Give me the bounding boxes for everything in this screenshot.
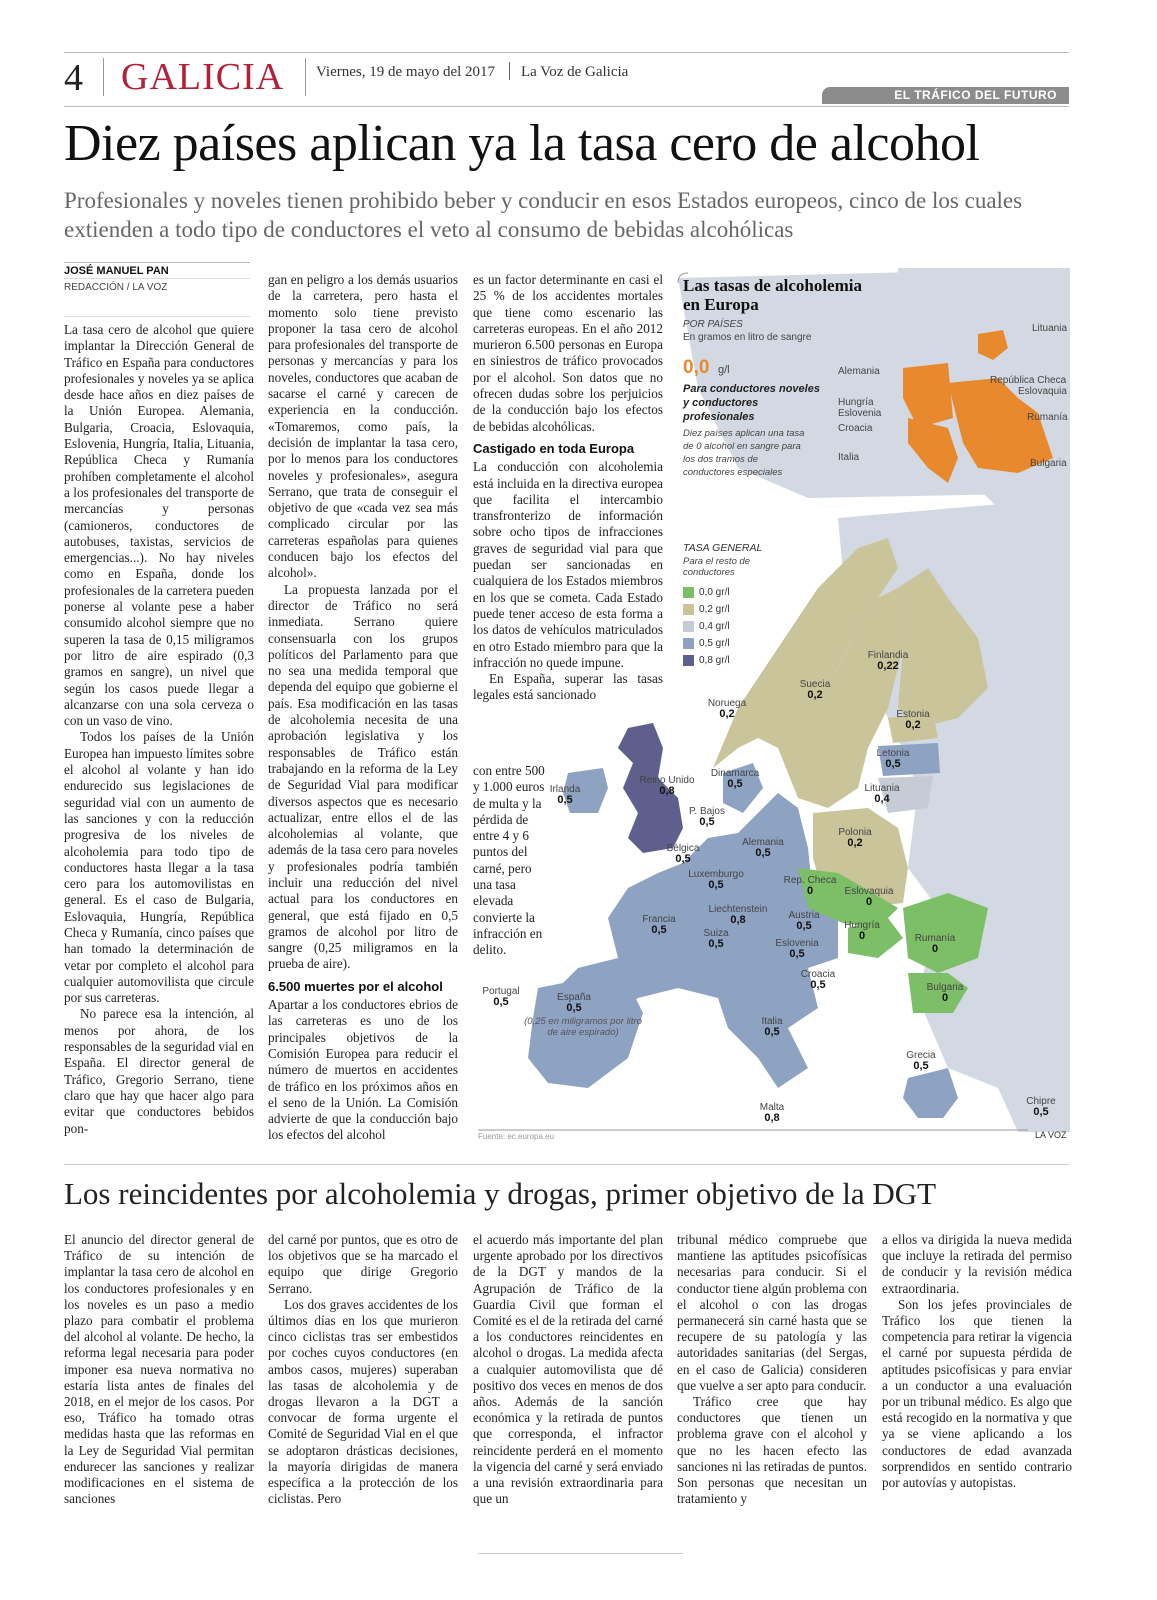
header-rule	[64, 106, 1069, 107]
country-value: 0,5	[1033, 1106, 1049, 1118]
article2-column	[64, 1232, 254, 1507]
country-label	[1001, 1096, 1081, 1118]
legend-label: 0,4 gr/l	[699, 621, 730, 632]
country-name: Suiza	[703, 928, 729, 939]
paragraph: No parece esa la intención, al menos por ahora, de los responsables de la seguridad vial en España. El director general de Tráfico, Gregorio Serrano, tiene claro que hay que hacer algo para evitar que conductores bebidos pon-	[64, 1006, 254, 1136]
country-label	[881, 1050, 961, 1072]
country-value: 0,2	[719, 708, 735, 720]
country-name: Noruega	[707, 698, 747, 709]
legend-title: TASA GENERAL	[683, 542, 763, 554]
paragraph: Son los jefes provinciales de Tráfico los que tienen la competencia para retirar la vigencia el carné por supuesta pérdida de aptitudes psicofísicas y para enviar a un conductor a una evaluación por un tribunal médico. Es algo que está recogido en la normativa y que ya se viene aplicando a los conductores de edad avanzada sorprendidos en sentido contrario por autovías y autopistas.	[882, 1296, 1072, 1491]
legend-swatch	[683, 604, 694, 615]
inset-label: Alemania	[838, 366, 880, 377]
country-value: 0,5	[566, 1002, 582, 1014]
country-name: Austria	[788, 910, 820, 921]
country-name: Rep. Checa	[783, 875, 837, 886]
country-name: Reino Unido	[639, 775, 695, 786]
legend-label: 0,2 gr/l	[699, 604, 730, 615]
country-name: Polonia	[838, 827, 872, 838]
country-value: 0,2	[807, 689, 823, 701]
paragraph: con entre 500 y 1.000 euros de multa y la pérdida de entre 4 y 6 puntos del carné, pero una tasa elevada convierte la infracción en delito.	[473, 763, 545, 958]
country-value: 0,22	[877, 660, 899, 672]
country-value: 0,8	[730, 914, 746, 926]
inset-label: República Checa	[990, 375, 1067, 386]
country-value: 0,2	[905, 719, 921, 731]
country-label	[842, 783, 922, 805]
paragraph: del carné por puntos, que es otro de los objetivos que se ha marcado el equipo que dirige Gregorio Serrano.	[268, 1232, 458, 1296]
legend-subtitle: Para el resto de conductores	[683, 556, 751, 578]
country-value: 0,2	[847, 837, 863, 849]
subheadline: Profesionales y noveles tienen prohibido beber y conducir en esos Estados europeos, cinco de los cuales extienden a todo tipo de conductores el veto al consumo de bebidas alcohólicas	[64, 188, 1023, 242]
country-label	[667, 806, 747, 828]
article2-column	[268, 1232, 458, 1507]
map-country-balkans-greece	[903, 1068, 958, 1118]
country-value: 0,5	[796, 920, 812, 932]
country-label	[676, 869, 756, 891]
byline-rule	[64, 262, 250, 263]
country-value: 0	[865, 896, 873, 908]
country-value: 0	[941, 992, 949, 1004]
country-label	[732, 1016, 812, 1038]
map-units: En gramos en litro de sangre	[683, 332, 812, 343]
country-label	[461, 986, 541, 1008]
author-organization: REDACCIÓN / LA VOZ	[64, 282, 168, 293]
country-label	[676, 928, 756, 950]
country-name: Letonia	[876, 748, 910, 759]
paragraph: tribunal médico compruebe que mantiene las aptitudes psicofísicas necesarias para conducir. Si el conductor tiene algún problema con el alcohol o con las drogas permanecerá sin carné hasta que se recupere de su patología y las autoridades sanitarias (del Sergas, en el caso de Galicia) consideren que vuelve a ser apto para conducir.	[677, 1232, 867, 1393]
country-name: Eslovaquia	[844, 886, 894, 897]
country-value: 0,5	[557, 794, 573, 806]
article2-column	[677, 1232, 867, 1507]
country-value: 0,5	[708, 938, 724, 950]
zero-description: Diez países aplican una tasa de 0 alcohol en sangre para los dos tramos de conductores especiales	[683, 428, 805, 478]
page-number: 4	[64, 57, 83, 99]
inset-label: Bulgaria	[1030, 458, 1067, 469]
country-name: Hungría	[844, 920, 880, 931]
inset-label: Croacia	[838, 423, 873, 434]
divider	[509, 62, 510, 80]
country-value: 0	[858, 930, 866, 942]
country-name: Estonia	[896, 709, 930, 720]
inset-label: Lituania	[1032, 323, 1068, 334]
country-value: 0,5	[913, 1060, 929, 1072]
spain-note: (0,25 en miligramos por litro de aire espirado)	[524, 1016, 642, 1038]
country-name: Francia	[642, 914, 676, 925]
byline-rule	[64, 316, 250, 317]
country-value: 0	[806, 885, 814, 897]
country-label	[775, 679, 855, 701]
country-label	[873, 709, 953, 731]
paragraph: gan en peligro a los demás usuarios de la carretera, pero hasta el momento solo tiene previsto proponer la tasa cero de alcohol para profesionales del transporte de personas y mercancías y para los noveles, conductores que acaban de sacarse el carné y carecen de experiencia en la conducción. «Tomaremos, como país, la decisión de implantar la tasa cero, por lo menos para los conductores noveles y profesionales», asegura Serrano, que trata de conseguir el objetivo de que «cada vez sea más complicado circular por las carreteras españolas para quienes conducen bajo los efectos del alcohol».	[268, 272, 458, 581]
legend-swatch	[683, 655, 694, 666]
country-value: 0,5	[651, 924, 667, 936]
paragraph: La propuesta lanzada por el director de Tráfico no será inmediata. Serrano quiere consensuarla con los grupos políticos del Parlamento para que no sea una medida temporal que dependa del equipo que gobierne el país. Esa modificación en las tasas de alcoholemia necesita de una aprobación legislativa y los responsables de Tráfico están trabajando en la reforma de la Ley de Seguridad Vial para modificar diversos aspectos que es necesario actualizar, entre ellos el de las alcoholemias al volante, que además de la tasa cero para noveles y profesionales podría también incluir una reducción del nivel actual para los conductores en general, que está fijado en 0,5 gramos de alcohol por litro de sangre (0,25 miligramos en la prueba de aire).	[268, 581, 458, 972]
country-name: España	[557, 992, 591, 1003]
legend-swatch	[683, 587, 694, 598]
country-name: Italia	[761, 1016, 783, 1027]
country-name: Luxemburgo	[688, 869, 744, 880]
paragraph: es un factor determinante en casi el 25 % de los accidentes mortales que tiene como escenario las carreteras europeas. En el año 2012 murieron 6.500 personas en Europa en siniestros de tráfico provocados por el alcohol. Son datos que no ofrecen dudas sobre los perjuicios de la conducción bajo los efectos de bebidas alcohólicas.	[473, 272, 663, 434]
country-name: Malta	[759, 1102, 785, 1113]
paragraph: En España, superar las tasas legales está sancionado	[473, 671, 663, 703]
zero-value: 0,0	[683, 357, 710, 378]
country-name: Lituania	[864, 783, 900, 794]
country-label	[643, 843, 723, 865]
country-name: Chipre	[1026, 1096, 1056, 1107]
divider	[103, 58, 104, 96]
legend-item	[683, 604, 730, 615]
legend-item	[683, 587, 730, 598]
map-credit: LA VOZ	[1035, 1130, 1067, 1140]
paragraph: La tasa cero de alcohol que quiere implantar la Dirección General de Tráfico en España para conductores profesionales y noveles ya se aplica desde hace años en diez países de la Unión Europea. Alemania, Bulgaria, Croacia, Eslovaquia, Eslovenia, Hungría, Italia, Lituania, República Checa y Rumanía prohíben completamente el alcohol a los profesionales del transporte de mercancías y personas (camioneros, conductores de autobuses, taxistas, servicios de emergencias...). No hay niveles como en España, donde los profesionales de la carretera pueden ponerse al volante pese a haber consumido alcohol siempre que no superen la tasa de 0,15 miligramos por litro de aire espirado (0,3 gramos en sangre), un nivel que según los casos puede llegar a alcanzarse con una sola cerveza o con un vaso de vino.	[64, 322, 254, 729]
country-label	[534, 992, 614, 1014]
paragraph: Todos los países de la Unión Europea han impuesto límites sobre el alcohol al volante y han ido endurecido sus legislaciones de seguridad vial con un aumento de las sanciones y con la reducción progresiva de los niveles de alcoholemia para todo tipo de conductores hasta llegar a la tasa cero para los automovilistas en general. Es el caso de Bulgaria, Eslovaquia, Hungría, República Checa y Rumanía, cinco países que han tomado la determinación de vetar por completo el alcohol para cualquier automovilista que circule por sus carreteras.	[64, 729, 254, 1006]
country-name: Bélgica	[666, 843, 700, 854]
country-value: 0,5	[810, 979, 826, 991]
legend-label: 0,8 gr/l	[699, 655, 730, 666]
country-name: Grecia	[906, 1050, 936, 1061]
byline-rule	[64, 278, 250, 279]
zero-unit: g/l	[718, 364, 730, 376]
inset-label: Italia	[838, 452, 860, 463]
country-label	[723, 837, 803, 859]
section-subheading: Castigado en toda Europa	[473, 440, 635, 456]
country-value: 0,5	[727, 778, 743, 790]
legend-label: 0,0 gr/l	[699, 587, 730, 598]
article-separator	[64, 1164, 1069, 1165]
country-name: P. Bajos	[689, 806, 725, 817]
legend-item	[683, 638, 730, 649]
country-label	[829, 886, 909, 908]
country-name: Finlandia	[867, 650, 909, 661]
paragraph: a ellos va dirigida la nueva medida que incluye la retirada del permiso de conducir y la revisión médica extraordinaria.	[882, 1232, 1072, 1296]
country-value: 0,5	[789, 948, 805, 960]
country-label	[732, 1102, 812, 1124]
section-kicker: EL TRÁFICO DEL FUTURO	[822, 87, 1069, 104]
paragraph: el acuerdo más importante del plan urgente aprobado por los directivos de la DGT y mandos de la Agrupación de Tráfico de la Guardia Civil que forman el Comité es el de la retirada del carné a los conductores reincidentes en alcohol o drogas. La medida afecta a cualquier automovilista que dé positivo dos veces en menos de dos años. Además de la sanción económica y la retirada de puntos que corresponda, el infractor reincidente perderá en el momento la vigencia del carné y será enviado a una revisión extraordinaria para que un	[473, 1232, 663, 1507]
country-value: 0,4	[874, 793, 890, 805]
footer-rule	[478, 1553, 683, 1554]
country-value: 0,8	[764, 1112, 780, 1124]
inset-label: Eslovaquia	[1018, 386, 1067, 397]
country-value: 0,5	[764, 1026, 780, 1038]
headline: Diez países aplican ya la tasa cero de alcohol	[64, 115, 980, 172]
article-column-1	[64, 322, 254, 1137]
newspaper-name: La Voz de Galicia	[521, 64, 629, 80]
country-value: 0	[931, 943, 939, 955]
country-name: Portugal	[482, 986, 520, 997]
legend-label: 0,5 gr/l	[699, 638, 730, 649]
paragraph: El anuncio del director general de Tráfico de su intención de implantar la tasa cero de alcohol en los conductores profesionales y en los noveles es un paso a medio plazo para combatir el problema del alcohol al volante. De hecho, la reforma legal necesaria para poder imponer esa nueva normativa no estaría lista antes de finales del 2018, en el mejor de los casos. Por eso, Tráfico ha tomado otras medidas hasta que las reformas en la Ley de Seguridad Vial permitan endurecer las sanciones y realizar modificaciones en el sistema de sanciones	[64, 1232, 254, 1507]
country-name: Alemania	[742, 837, 784, 848]
map-title: Las tasas de alcoholemia en Europa	[683, 276, 862, 314]
country-label	[525, 784, 605, 806]
country-label	[815, 827, 895, 849]
article2-headline: Los reincidentes por alcoholemia y drogas, primer objetivo de la DGT	[64, 1176, 937, 1211]
country-name: Suecia	[799, 679, 831, 690]
paragraph: La conducción con alcoholemia está incluida en la directiva europea que facilita el intercambio transfronterizo de información sobre ocho tipos de infracciones graves de seguridad vial para que puedan ser sancionadas en cualquiera de los Estados miembros en los que se cometa. Cada Estado puede tener acceso de esta forma a los datos de vehículos matriculados en otro Estado miembro para que la infracción no quede impune.	[473, 459, 663, 670]
article2-column	[473, 1232, 663, 1507]
paragraph: Los dos graves accidentes de los últimos días en los que murieron cinco ciclistas tras ser embestidos por coches cuyos conductores (en ambos casos, mujeres) superaban las tasas de alcoholemia y de drogas llevaron a la DGT a convocar de forma urgente el Comité de Seguridad Vial en el que se adoptaron drásticas decisiones, la mayoría dirigidas de manera específica a la protección de los ciclistas. Pero	[268, 1296, 458, 1507]
country-value: 0,5	[699, 816, 715, 828]
country-value: 0,5	[493, 996, 509, 1008]
country-label	[757, 938, 837, 960]
country-label	[905, 982, 985, 1004]
section-subheading: 6.500 muertes por el alcohol	[268, 978, 443, 994]
paragraph: Apartar a los conductores ebrios de las carreteras es uno de los principales objetivos de la Comisión Europea para reducir el número de muertos en accidentes de tráfico en los próximos años en el seno de la Unión. La Comisión advierte de que la conducción bajo los efectos del alcohol	[268, 997, 458, 1143]
country-label	[778, 969, 858, 991]
section-title: GALICIA	[121, 56, 285, 98]
country-name: Dinamarca	[710, 768, 760, 779]
inset-label: Rumanía	[1027, 412, 1068, 423]
legend-swatch	[683, 638, 694, 649]
map-subtitle: POR PAÍSES	[683, 319, 743, 330]
legend-swatch	[683, 621, 694, 632]
divider	[305, 58, 306, 96]
country-value: 0,5	[708, 879, 724, 891]
country-label	[687, 698, 767, 720]
article2-column	[882, 1232, 1072, 1491]
country-name: Eslovenia	[775, 938, 819, 949]
country-name: Liechtenstein	[708, 904, 768, 915]
country-label	[695, 768, 775, 790]
country-value: 0,8	[659, 785, 675, 797]
inset-label: Hungría	[838, 397, 874, 408]
zero-heading: Para conductores noveles y conductores profesionales	[683, 383, 820, 423]
country-name: Croacia	[800, 969, 836, 980]
country-name: Irlanda	[549, 784, 581, 795]
legend-item	[683, 621, 730, 632]
country-value: 0,5	[675, 853, 691, 865]
top-rule	[64, 52, 1069, 53]
legend-item	[683, 655, 730, 666]
country-name: Bulgaria	[926, 982, 964, 993]
map-source: Fuente: ec.europa.eu	[478, 1132, 555, 1141]
country-label	[895, 933, 975, 955]
country-value: 0,5	[755, 847, 771, 859]
country-name: Rumanía	[914, 933, 956, 944]
country-label	[848, 650, 928, 672]
publication-date: Viernes, 19 de mayo del 2017	[316, 64, 496, 80]
country-label	[853, 748, 933, 770]
inset-label: Eslovenia	[838, 408, 882, 419]
author-name: JOSÉ MANUEL PAN	[64, 265, 169, 277]
article-column-2	[268, 272, 458, 1144]
paragraph: Tráfico cree que hay conductores que tienen un problema grave con el alcohol y que no les hacen efecto las sanciones ni las retiradas de puntos. Son personas que necesitan un tratamiento y	[677, 1394, 867, 1507]
country-value: 0,5	[885, 758, 901, 770]
